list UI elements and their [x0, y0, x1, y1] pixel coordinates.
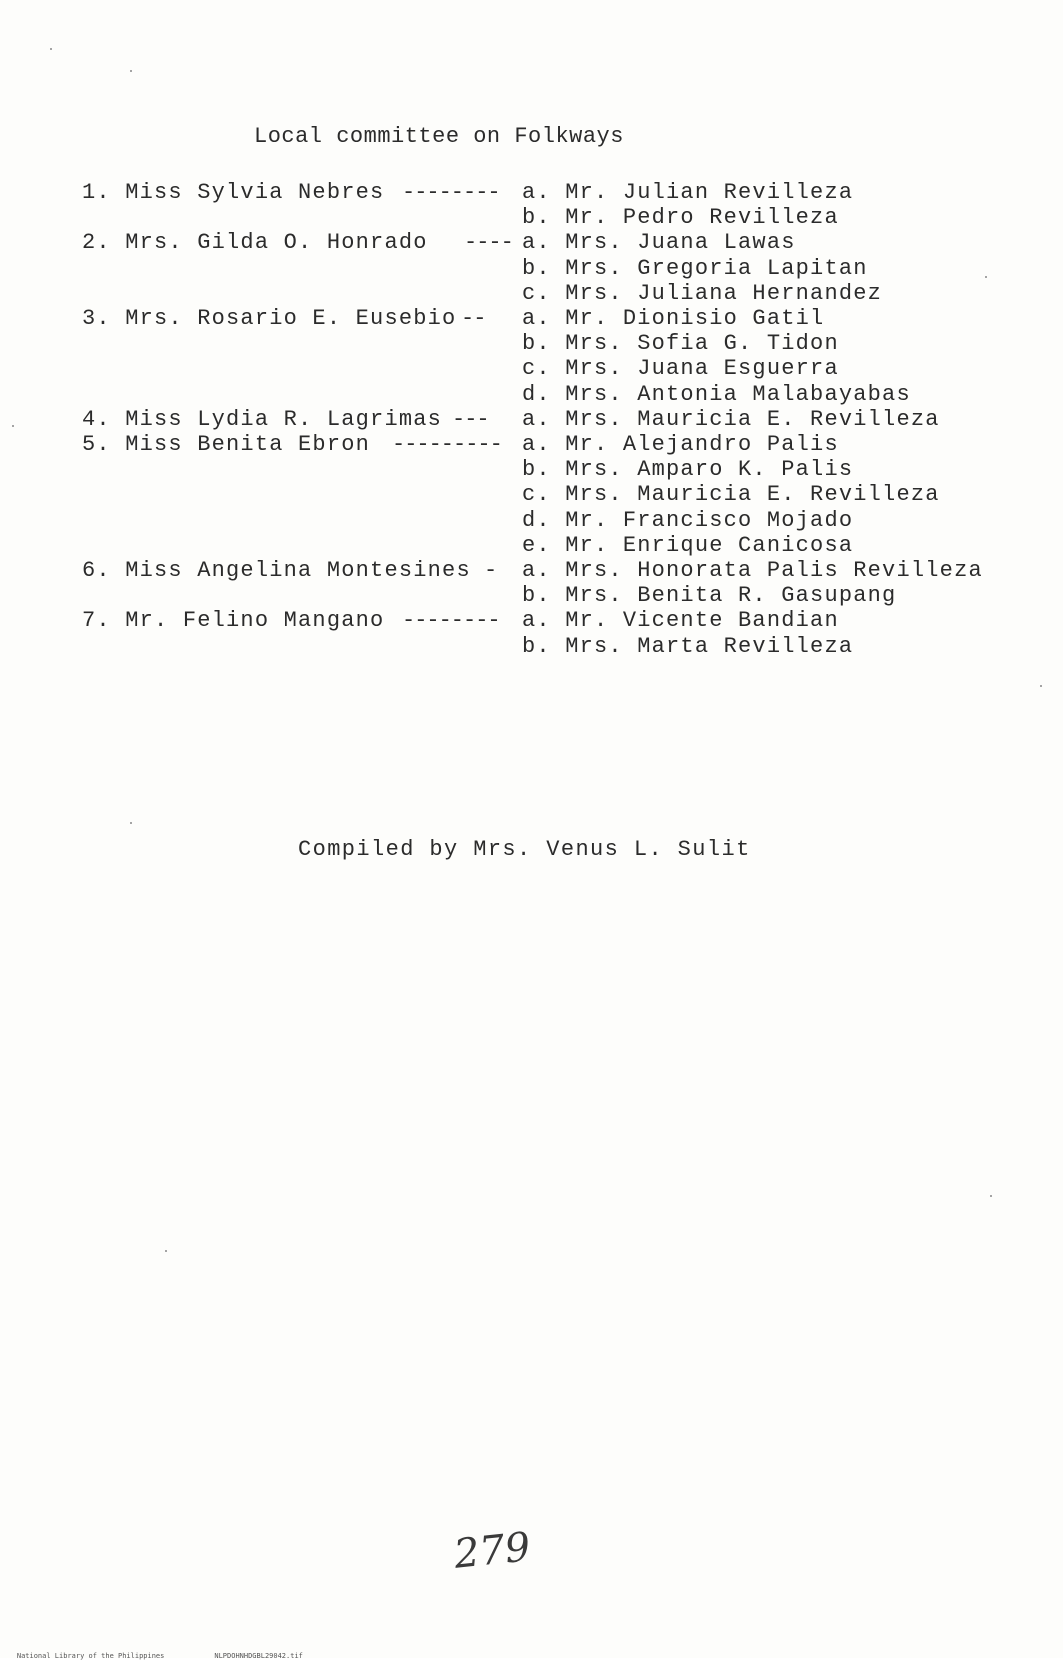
compiled-by: Compiled by Mrs. Venus L. Sulit [298, 837, 751, 862]
committee-member: 6. Miss Angelina Montesines [82, 558, 471, 583]
committee-row [0, 205, 1063, 230]
informant-name: a. Mrs. Mauricia E. Revilleza [522, 406, 940, 432]
informant-name: b. Mrs. Amparo K. Palis [522, 457, 854, 483]
informant-name: c. Mrs. Mauricia E. Revilleza [522, 482, 940, 508]
informant-name: b. Mrs. Marta Revilleza [522, 633, 854, 659]
committee-row [0, 382, 1063, 407]
informant-name: b. Mr. Pedro Revilleza [522, 205, 839, 231]
informant-name: d. Mr. Francisco Mojado [522, 507, 854, 533]
footer-library: National Library of the Philippines [16, 1652, 165, 1660]
committee-row [0, 508, 1063, 533]
scan-speck [985, 276, 987, 278]
handwritten-page-number: 279 [451, 1524, 533, 1578]
scan-speck [130, 70, 132, 72]
informant-name: a. Mr. Alejandro Palis [522, 432, 839, 457]
committee-row [0, 180, 1063, 205]
footer-file: NLPDOHNHDGBL29042.tif [214, 1652, 303, 1660]
committee-member: 7. Mr. Felino Mangano [82, 608, 385, 634]
scan-speck [165, 1250, 167, 1252]
informant-name: e. Mr. Enrique Canicosa [522, 532, 854, 558]
leader-dashes: -- [461, 306, 486, 331]
committee-row [0, 306, 1063, 331]
scan-speck [990, 1195, 992, 1197]
committee-row [0, 482, 1063, 507]
informant-name: a. Mr. Vicente Bandian [522, 608, 839, 634]
committee-row [0, 281, 1063, 306]
scan-speck [130, 822, 132, 824]
committee-row [0, 230, 1063, 255]
informant-name: a. Mrs. Juana Lawas [522, 230, 796, 256]
scan-speck [12, 425, 14, 427]
informant-name: b. Mrs. Benita R. Gasupang [522, 583, 897, 609]
committee-member: 1. Miss Sylvia Nebres [82, 180, 385, 205]
leader-dashes: --------- [392, 432, 502, 457]
informant-name: a. Mr. Dionisio Gatil [522, 306, 825, 331]
committee-member: 2. Mrs. Gilda O. Honrado [82, 230, 428, 256]
committee-member: 4. Miss Lydia R. Lagrimas [82, 406, 443, 432]
committee-row [0, 533, 1063, 558]
informant-name: d. Mrs. Antonia Malabayabas [522, 381, 911, 407]
committee-row [0, 331, 1063, 356]
committee-member: 3. Mrs. Rosario E. Eusebio [82, 306, 457, 331]
leader-dashes: - [484, 558, 497, 583]
leader-dashes: -------- [402, 608, 500, 634]
committee-row [0, 457, 1063, 482]
informant-name: b. Mrs. Sofia G. Tidon [522, 331, 839, 357]
scan-speck [50, 48, 52, 50]
scan-speck [1040, 685, 1042, 687]
committee-row [0, 356, 1063, 381]
committee-member: 5. Miss Benita Ebron [82, 432, 371, 457]
committee-row [0, 407, 1063, 432]
leader-dashes: ---- [464, 230, 513, 256]
page-title: Local committee on Folkways [254, 124, 624, 149]
leader-dashes: --- [452, 406, 489, 432]
informant-name: b. Mrs. Gregoria Lapitan [522, 255, 868, 281]
informant-name: a. Mr. Julian Revilleza [522, 180, 854, 205]
committee-row [0, 558, 1063, 583]
committee-row [0, 583, 1063, 608]
committee-row [0, 432, 1063, 457]
informant-name: c. Mrs. Juliana Hernandez [522, 280, 883, 306]
committee-row [0, 608, 1063, 633]
scan-footer [0, 1644, 353, 1668]
leader-dashes: -------- [402, 180, 500, 205]
informant-name: c. Mrs. Juana Esguerra [522, 356, 839, 382]
committee-row [0, 256, 1063, 281]
committee-row [0, 634, 1063, 659]
informant-name: a. Mrs. Honorata Palis Revilleza [522, 558, 983, 583]
